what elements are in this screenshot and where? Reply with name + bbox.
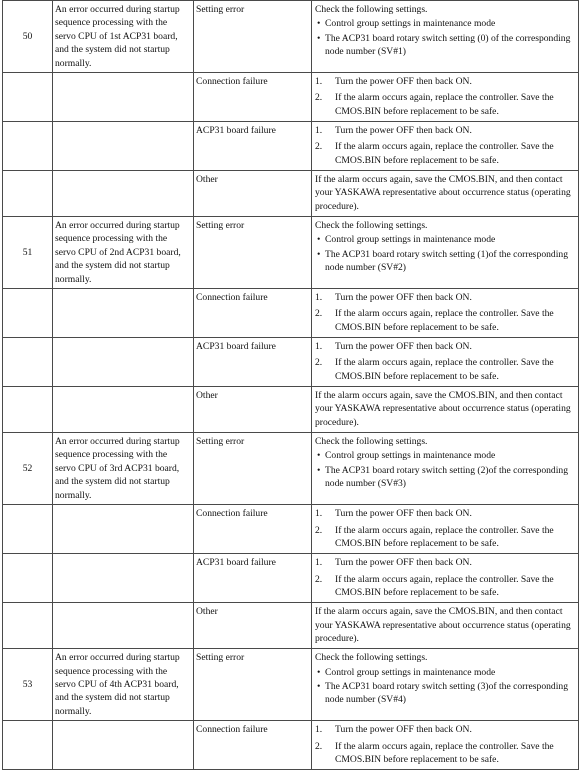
description-line: and the system did not startup (55, 476, 170, 488)
alarm-number (3, 505, 53, 554)
bullet-dot-icon: • (317, 680, 321, 692)
alarm-number-text: 51 (22, 246, 33, 258)
remedy-step (315, 291, 575, 304)
remedy-step (315, 507, 575, 520)
remedy-bullet (315, 680, 575, 707)
alarm-cause (194, 603, 312, 649)
description-line: sequence processing with the (55, 233, 168, 245)
step-text: If the alarm occurs again, replace the controller. Save the CMOS.BIN before replacement to be safe. (335, 357, 554, 382)
step-text: Turn the power OFF then back ON. (335, 724, 472, 736)
alarm-cause (194, 1, 312, 73)
alarm-cause (194, 338, 312, 387)
description-line: servo CPU of 2nd ACP31 board, (55, 246, 181, 258)
alarm-description (53, 603, 194, 649)
alarm-cause (194, 122, 312, 171)
step-number: 1. (315, 724, 323, 736)
cause-text: ACP31 board failure (196, 341, 276, 353)
alarm-cause (194, 554, 312, 603)
bullet-dot-icon: • (317, 32, 321, 44)
remedy-bullet (315, 449, 575, 462)
alarm-description (53, 338, 194, 387)
alarm-remedy (312, 721, 579, 770)
remedy-step (315, 91, 575, 118)
step-text: If the alarm occurs again, replace the controller. Save the CMOS.BIN before replacement to be safe. (335, 308, 554, 333)
bullet-dot-icon: • (317, 248, 321, 260)
description-line: An error occurred during startup (55, 436, 180, 448)
bullet-dot-icon: • (317, 234, 321, 246)
cause-text: Setting error (196, 4, 245, 15)
remedy-step (315, 524, 575, 551)
step-number: 1. (315, 341, 323, 353)
bullet-text: Control group settings in maintenance mode (325, 450, 496, 462)
cause-text: Other (196, 390, 218, 402)
step-number: 2. (315, 141, 323, 153)
alarm-description (53, 217, 194, 289)
bullet-text: The ACP31 board rotary switch setting (3)of the corresponding node number (SV#4) (325, 680, 568, 706)
alarm-row (3, 122, 579, 171)
alarm-cause (194, 73, 312, 122)
alarm-row (3, 387, 579, 433)
remedy-step (315, 140, 575, 167)
alarm-row (3, 603, 579, 649)
description-line: normally. (55, 273, 92, 285)
step-number: 2. (315, 92, 323, 104)
alarm-row (3, 73, 579, 122)
alarm-table-body (3, 1, 579, 770)
alarm-remedy (312, 649, 579, 721)
alarm-cause (194, 171, 312, 217)
remedy-text: If the alarm occurs again, save the CMOS.BIN, and then contact your YASKAWA representative about occurrence status (operating procedure). (315, 606, 571, 644)
cause-text: ACP31 board failure (196, 125, 276, 137)
alarm-row (3, 433, 579, 505)
step-text: Turn the power OFF then back ON. (335, 125, 472, 137)
remedy-intro: Check the following settings. (315, 436, 428, 448)
alarm-remedy (312, 122, 579, 171)
step-text: If the alarm occurs again, replace the controller. Save the CMOS.BIN before replacement to be safe. (335, 740, 554, 765)
alarm-number (3, 289, 53, 338)
alarm-remedy (312, 603, 579, 649)
description-line: An error occurred during startup (55, 220, 180, 232)
description-line: normally. (55, 705, 92, 717)
alarm-description (53, 73, 194, 122)
alarm-number (3, 171, 53, 217)
alarm-cause (194, 289, 312, 338)
bullet-text: The ACP31 board rotary switch setting (2)of the corresponding node number (SV#3) (325, 464, 568, 490)
alarm-remedy (312, 289, 579, 338)
alarm-remedy (312, 387, 579, 433)
cause-text: Connection failure (196, 76, 268, 88)
alarm-remedy (312, 433, 579, 505)
alarm-number (3, 433, 53, 505)
alarm-cause (194, 387, 312, 433)
remedy-text: If the alarm occurs again, save the CMOS.BIN, and then contact your YASKAWA representative about occurrence status (operating procedure). (315, 390, 571, 428)
bullet-text: Control group settings in maintenance mode (325, 234, 496, 246)
remedy-intro: Check the following settings. (315, 220, 428, 232)
alarm-cause (194, 505, 312, 554)
bullet-text: Control group settings in maintenance mode (325, 666, 496, 678)
cause-text: Connection failure (196, 508, 268, 520)
step-number: 1. (315, 125, 323, 137)
remedy-bullet (315, 233, 575, 246)
alarm-row (3, 649, 579, 721)
step-number: 2. (315, 357, 323, 369)
cause-text: Other (196, 606, 218, 618)
cause-text: ACP31 board failure (196, 557, 276, 569)
alarm-description (53, 1, 194, 73)
cause-text: Setting error (196, 436, 245, 448)
description-line: sequence processing with the (55, 665, 168, 677)
alarm-description (53, 505, 194, 554)
alarm-number (3, 217, 53, 289)
alarm-description (53, 721, 194, 770)
step-text: Turn the power OFF then back ON. (335, 292, 472, 304)
cause-text: Connection failure (196, 724, 268, 736)
alarm-cause (194, 721, 312, 770)
alarm-remedy (312, 73, 579, 122)
alarm-row (3, 1, 579, 73)
alarm-number (3, 1, 53, 73)
alarm-row (3, 338, 579, 387)
remedy-intro: Check the following settings. (315, 652, 428, 664)
step-number: 1. (315, 76, 323, 88)
alarm-table (2, 0, 579, 770)
remedy-step (315, 556, 575, 569)
alarm-remedy (312, 338, 579, 387)
remedy-bullet (315, 464, 575, 491)
alarm-number (3, 73, 53, 122)
description-line: and the system did not startup (55, 692, 170, 704)
bullet-text: The ACP31 board rotary switch setting (1)of the corresponding node number (SV#2) (325, 248, 568, 274)
step-text: If the alarm occurs again, replace the controller. Save the CMOS.BIN before replacement to be safe. (335, 92, 554, 117)
remedy-step (315, 740, 575, 767)
bullet-dot-icon: • (317, 18, 321, 30)
description-line: normally. (55, 57, 92, 69)
step-text: Turn the power OFF then back ON. (335, 508, 472, 520)
description-line: and the system did not startup (55, 44, 170, 56)
alarm-row (3, 171, 579, 217)
step-text: Turn the power OFF then back ON. (335, 557, 472, 569)
description-line: normally. (55, 489, 92, 501)
description-line: and the system did not startup (55, 260, 170, 272)
remedy-step (315, 75, 575, 88)
step-number: 2. (315, 524, 323, 536)
alarm-description (53, 433, 194, 505)
remedy-step (315, 340, 575, 353)
description-line: sequence processing with the (55, 449, 168, 461)
remedy-bullet (315, 666, 575, 679)
step-number: 2. (315, 740, 323, 752)
alarm-row (3, 289, 579, 338)
alarm-number (3, 122, 53, 171)
step-text: Turn the power OFF then back ON. (335, 76, 472, 88)
remedy-bullet (315, 17, 575, 30)
cause-text: Connection failure (196, 292, 268, 304)
alarm-cause (194, 217, 312, 289)
remedy-bullet (315, 32, 575, 59)
cause-text: Setting error (196, 652, 245, 664)
bullet-dot-icon: • (317, 450, 321, 462)
alarm-row (3, 554, 579, 603)
step-text: If the alarm occurs again, replace the controller. Save the CMOS.BIN before replacement to be safe. (335, 573, 554, 598)
step-number: 1. (315, 557, 323, 569)
alarm-number-text: 50 (22, 30, 33, 42)
step-number: 1. (315, 292, 323, 304)
remedy-step (315, 356, 575, 383)
alarm-number (3, 649, 53, 721)
alarm-description (53, 171, 194, 217)
bullet-dot-icon: • (317, 464, 321, 476)
alarm-description (53, 387, 194, 433)
alarm-description (53, 122, 194, 171)
alarm-number (3, 554, 53, 603)
remedy-bullet (315, 248, 575, 275)
alarm-number (3, 338, 53, 387)
cause-text: Setting error (196, 220, 245, 232)
alarm-number (3, 721, 53, 770)
alarm-row (3, 721, 579, 770)
remedy-step (315, 723, 575, 736)
cause-text: Other (196, 174, 218, 186)
alarm-remedy (312, 171, 579, 217)
step-number: 1. (315, 508, 323, 520)
description-line: An error occurred during startup (55, 652, 180, 664)
alarm-remedy (312, 1, 579, 73)
alarm-number-text: 53 (22, 678, 33, 690)
alarm-description (53, 649, 194, 721)
remedy-step (315, 573, 575, 600)
alarm-row (3, 217, 579, 289)
remedy-step (315, 307, 575, 334)
alarm-cause (194, 433, 312, 505)
bullet-text: The ACP31 board rotary switch setting (0) of the corresponding node number (SV#1) (325, 32, 571, 58)
alarm-row (3, 505, 579, 554)
alarm-remedy (312, 217, 579, 289)
alarm-cause (194, 649, 312, 721)
remedy-intro: Check the following settings. (315, 4, 428, 15)
alarm-number-text: 52 (22, 462, 33, 474)
alarm-description (53, 289, 194, 338)
description-line: servo CPU of 1st ACP31 board, (55, 30, 178, 42)
bullet-text: Control group settings in maintenance mode (325, 18, 496, 30)
step-text: Turn the power OFF then back ON. (335, 341, 472, 353)
description-line: sequence processing with the (55, 17, 168, 29)
remedy-step (315, 124, 575, 137)
alarm-number (3, 603, 53, 649)
alarm-remedy (312, 505, 579, 554)
description-line: servo CPU of 4th ACP31 board, (55, 678, 179, 690)
step-text: If the alarm occurs again, replace the controller. Save the CMOS.BIN before replacement to be safe. (335, 141, 554, 166)
step-number: 2. (315, 308, 323, 320)
alarm-number (3, 387, 53, 433)
alarm-remedy (312, 554, 579, 603)
description-line: servo CPU of 3rd ACP31 board, (55, 462, 180, 474)
description-line: An error occurred during startup (55, 4, 180, 15)
step-number: 2. (315, 573, 323, 585)
step-text: If the alarm occurs again, replace the controller. Save the CMOS.BIN before replacement to be safe. (335, 524, 554, 549)
remedy-text: If the alarm occurs again, save the CMOS.BIN, and then contact your YASKAWA representative about occurrence status (operating procedure). (315, 174, 571, 212)
bullet-dot-icon: • (317, 666, 321, 678)
alarm-description (53, 554, 194, 603)
